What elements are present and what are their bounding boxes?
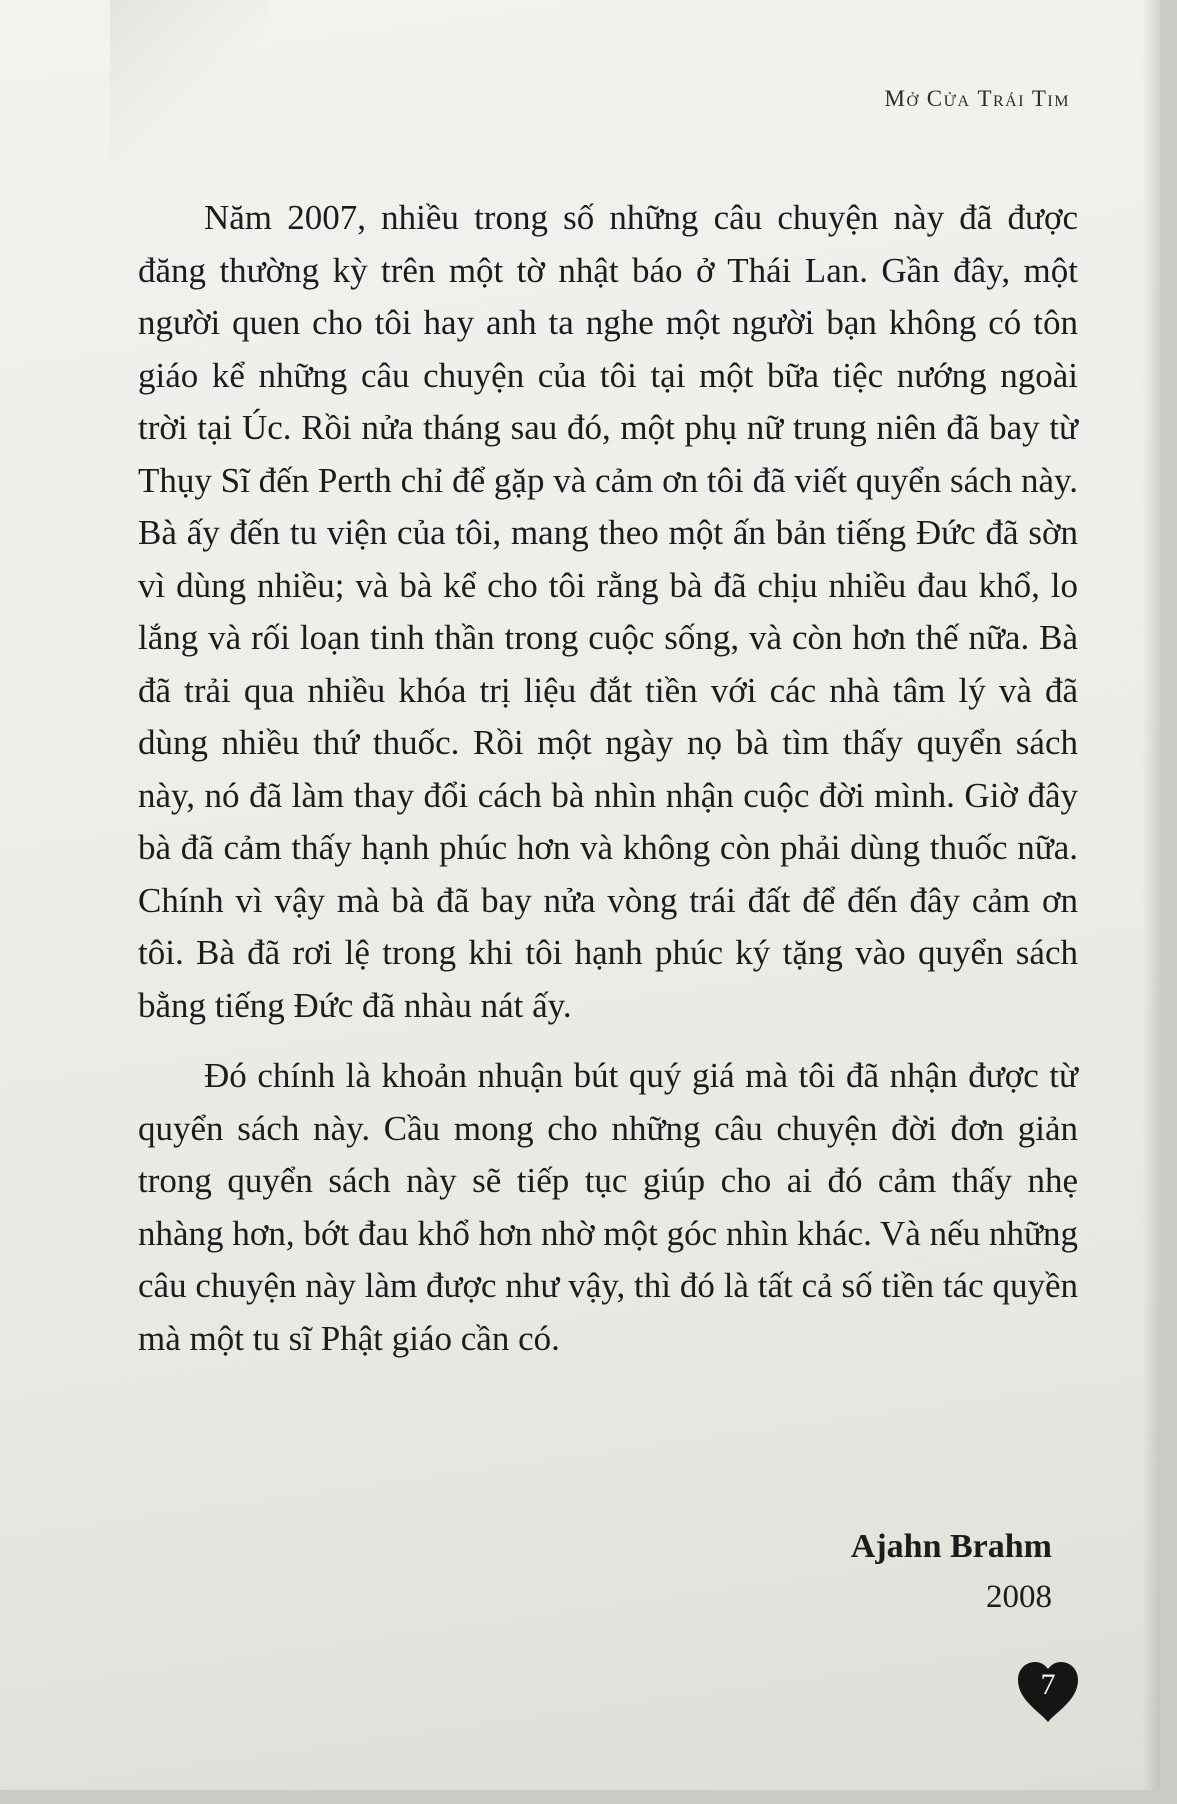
signature-block (851, 1522, 1052, 1622)
page-fold-shadow (110, 0, 270, 160)
page-edge-shadow (1142, 0, 1160, 1790)
paragraph: Năm 2007, nhiều trong số những câu chuyện này đã được đăng thường kỳ trên một tờ nhật báo ở Thái Lan. Gần đây, một người quen cho tôi hay anh ta nghe một người bạn không có tôn giáo kể những câu chuyện của tôi tại một bữa tiệc nướng ngoài trời tại Úc. Rồi nửa tháng sau đó, một phụ nữ trung niên đã bay từ Thụy Sĩ đến Perth chỉ để gặp và cảm ơn tôi đã viết quyển sách này. Bà ấy đến tu viện của tôi, mang theo một ấn bản tiếng Đức đã sờn vì dùng nhiều; và bà kể cho tôi rằng bà đã chịu nhiều đau khổ, lo lắng và rối loạn tinh thần trong cuộc sống, và còn hơn thế nữa. Bà đã trải qua nhiều khóa trị liệu đắt tiền với các nhà tâm lý và đã dùng nhiều thứ thuốc. Rồi một ngày nọ bà tìm thấy quyển sách này, nó đã làm thay đổi cách bà nhìn nhận cuộc đời mình. Giờ đây bà đã cảm thấy hạnh phúc hơn và không còn phải dùng thuốc nữa. Chính vì vậy mà bà đã bay nửa vòng trái đất để đến đây cảm ơn tôi. Bà đã rơi lệ trong khi tôi hạnh phúc ký tặng vào quyển sách bằng tiếng Đức đã nhàu nát ấy. (138, 198, 1078, 1025)
author-name: Ajahn Brahm (850, 1528, 1052, 1565)
running-head: Mở Cửa Trái Tim (884, 86, 1070, 111)
page-number: 7 (1040, 1668, 1056, 1701)
signature-year: 2008 (986, 1579, 1052, 1615)
page-number-badge (1014, 1660, 1082, 1724)
body-text (138, 192, 1078, 1365)
paragraph: Đó chính là khoản nhuận bút quý giá mà tôi đã nhận được từ quyển sách này. Cầu mong cho những câu chuyện đời đơn giản trong quyển sách này sẽ tiếp tục giúp cho ai đó cảm thấy nhẹ nhàng hơn, bớt đau khổ hơn nhờ một góc nhìn khác. Và nếu những câu chuyện này làm được như vậy, thì đó là tất cả số tiền tác quyền mà một tu sĩ Phật giáo cần có. (138, 1056, 1078, 1358)
